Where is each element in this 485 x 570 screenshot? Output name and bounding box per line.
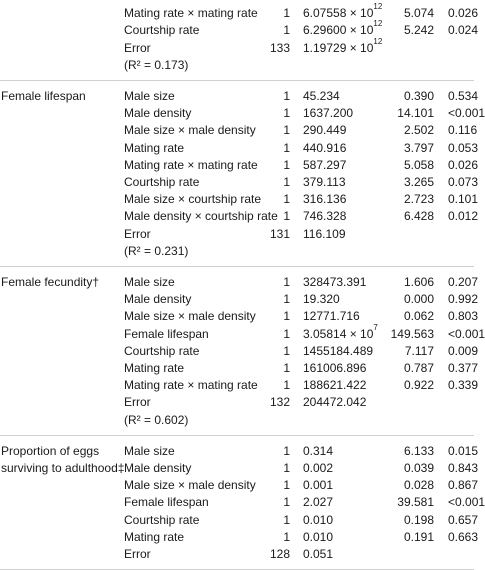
table-row [0, 477, 479, 494]
table-row [0, 157, 479, 174]
response-variable-cont: surviving to adulthood‡ [1, 461, 125, 475]
df-cell: 1 [283, 6, 290, 21]
source-cell: Courtship rate [124, 343, 200, 358]
mean-square-cell: 379.113 [303, 175, 346, 189]
source-cell: Error [124, 226, 151, 241]
mean-square-cell: 19.320 [303, 292, 340, 307]
table-row [0, 546, 474, 563]
source-cell: Male density [124, 461, 192, 475]
p-value-cell: <0.001 [448, 326, 485, 341]
table-row [0, 122, 478, 139]
source-cell: Male size × courtship rate [124, 192, 262, 207]
f-value-cell: 14.101 [397, 106, 434, 121]
p-value-cell: 0.207 [448, 275, 479, 289]
exponent: 12 [373, 19, 383, 29]
table-row [0, 394, 474, 411]
mean-square-cell: 1637.200 [303, 106, 354, 121]
mean-square-sci [303, 322, 378, 343]
mean-square-cell: 45.234 [303, 89, 340, 103]
p-value-cell: 0.339 [448, 378, 479, 393]
mean-square-cell: 204472.042 [303, 395, 367, 410]
df-cell: 1 [283, 123, 290, 138]
p-value-cell: 0.803 [448, 309, 479, 324]
df-cell: 1 [283, 343, 290, 358]
p-value-cell: 0.116 [448, 123, 478, 138]
source-cell: Mating rate × mating rate [124, 157, 258, 172]
source-cell: Male density × courtship rate [124, 209, 278, 224]
mean-square-sci [303, 36, 383, 57]
table-row [0, 57, 474, 74]
mean-square-cell: 316.136 [303, 192, 347, 207]
df-cell: 1 [283, 140, 290, 155]
source-cell: (R² = 0.602) [124, 412, 189, 427]
table-row [0, 274, 479, 291]
source-cell: (R² = 0.231) [124, 243, 189, 258]
p-value-cell: 0.024 [448, 23, 479, 38]
source-cell: Error [124, 40, 151, 55]
mean-square-cell: 328473.391 [303, 275, 367, 289]
f-value-cell: 3.265 [403, 175, 434, 189]
response-variable: Female lifespan [1, 89, 86, 103]
mean-square-cell: 188621.422 [303, 378, 367, 393]
mean-square-cell: 0.010 [303, 529, 334, 544]
source-cell: Error [124, 395, 151, 410]
table-row [0, 88, 479, 105]
response-variable: Proportion of eggs [1, 443, 100, 458]
source-cell: (R² = 0.173) [124, 57, 189, 72]
f-value-cell: 0.198 [403, 512, 434, 527]
df-cell: 1 [283, 461, 290, 475]
mean-square-cell: 1.19729 × 10 [303, 40, 374, 55]
source-cell: Courtship rate [124, 23, 200, 38]
f-value-cell: 5.074 [403, 6, 434, 21]
mean-square-cell: 161006.896 [303, 361, 367, 375]
table-row [0, 529, 479, 546]
response-variable: Female fecundity† [1, 275, 100, 289]
table-row [0, 208, 479, 225]
p-value-cell: 0.843 [448, 461, 479, 475]
mean-square-sci [303, 2, 383, 22]
source-cell: Female lifespan [124, 495, 209, 510]
source-cell: Error [124, 547, 151, 561]
table-row [0, 308, 479, 325]
table-row [0, 174, 479, 191]
df-cell: 1 [283, 292, 290, 307]
p-value-cell: 0.101 [448, 192, 479, 207]
mean-square-cell: 0.314 [303, 443, 334, 458]
p-value-cell: 0.026 [448, 6, 479, 21]
table-row [0, 322, 485, 343]
df-cell: 1 [283, 529, 290, 544]
df-cell: 1 [283, 326, 290, 341]
table-row [0, 460, 479, 477]
table-row [0, 191, 479, 208]
source-cell: Mating rate [124, 361, 185, 375]
df-cell: 132 [269, 395, 290, 410]
f-value-cell: 0.191 [403, 529, 434, 544]
mean-square-cell: 0.051 [303, 547, 334, 561]
source-cell: Male density [124, 106, 192, 121]
f-value-cell: 0.039 [403, 461, 434, 475]
df-cell: 1 [283, 309, 290, 324]
table-row [0, 19, 479, 39]
mean-square-cell: 6.29600 × 10 [303, 23, 374, 38]
p-value-cell: 0.867 [448, 478, 479, 493]
source-cell: Mating rate [124, 140, 185, 155]
p-value-cell: 0.053 [448, 140, 479, 155]
f-value-cell: 2.723 [403, 192, 434, 207]
table-row [0, 36, 474, 57]
table-row [0, 291, 479, 308]
df-cell: 1 [283, 378, 290, 393]
f-value-cell: 0.062 [403, 309, 434, 324]
table-row [0, 140, 479, 157]
p-value-cell: 0.534 [448, 89, 479, 103]
mean-square-cell: 290.449 [303, 123, 347, 138]
f-value-cell: 7.117 [404, 343, 434, 358]
table-row [0, 443, 479, 460]
source-cell: Male size × male density [124, 123, 256, 138]
table-row [0, 105, 485, 122]
block-divider [0, 435, 474, 436]
table-row [0, 243, 474, 260]
p-value-cell: 0.377 [448, 361, 479, 375]
table-row [0, 226, 474, 243]
source-cell: Male size × male density [124, 309, 256, 324]
source-cell: Male size × male density [124, 478, 256, 493]
f-value-cell: 0.922 [403, 378, 434, 393]
df-cell: 128 [269, 547, 290, 561]
block-divider [0, 80, 474, 81]
table-row [0, 2, 479, 22]
p-value-cell: <0.001 [448, 106, 485, 121]
p-value-cell: 0.073 [448, 175, 479, 189]
df-cell: 1 [283, 512, 290, 527]
p-value-cell: <0.001 [448, 495, 485, 510]
df-cell: 1 [283, 192, 290, 207]
table-row [0, 360, 479, 377]
mean-square-sci [303, 19, 383, 39]
source-cell: Male size [124, 275, 175, 289]
mean-square-cell: 2.027 [303, 495, 334, 510]
df-cell: 1 [283, 106, 290, 121]
mean-square-cell: 0.002 [303, 461, 334, 475]
p-value-cell: 0.992 [448, 292, 479, 307]
f-value-cell: 1.606 [403, 275, 434, 289]
source-cell: Male density [124, 292, 192, 307]
table-row [0, 494, 485, 511]
f-value-cell: 2.502 [403, 123, 434, 138]
f-value-cell: 149.563 [390, 326, 434, 341]
df-cell: 1 [283, 443, 290, 458]
f-value-cell: 39.581 [397, 495, 434, 510]
df-cell: 1 [283, 209, 290, 224]
df-cell: 1 [283, 361, 290, 375]
p-value-cell: 0.657 [448, 512, 479, 527]
block-divider [0, 266, 474, 267]
source-cell: Mating rate × mating rate [124, 6, 258, 21]
df-cell: 1 [283, 157, 290, 172]
p-value-cell: 0.663 [448, 529, 479, 544]
mean-square-cell: 587.297 [303, 157, 347, 172]
df-cell: 1 [283, 495, 290, 510]
df-cell: 1 [283, 23, 290, 38]
df-cell: 1 [283, 478, 290, 493]
mean-square-cell: 0.010 [303, 512, 334, 527]
mean-square-cell: 440.916 [303, 140, 347, 155]
source-cell: Courtship rate [124, 512, 200, 527]
f-value-cell: 6.428 [403, 209, 434, 224]
table-row [0, 412, 474, 429]
mean-square-cell: 3.05814 × 10 [303, 326, 374, 341]
exponent: 12 [373, 2, 383, 12]
f-value-cell: 5.242 [403, 23, 434, 38]
mean-square-cell: 1455184.489 [303, 343, 374, 358]
df-cell: 1 [283, 89, 290, 103]
p-value-cell: 0.012 [448, 209, 479, 224]
p-value-cell: 0.026 [448, 157, 479, 172]
table-row [0, 377, 479, 394]
p-value-cell: 0.015 [448, 443, 479, 458]
f-value-cell: 0.000 [403, 292, 434, 307]
f-value-cell: 0.028 [403, 478, 434, 493]
source-cell: Male size [124, 89, 175, 103]
f-value-cell: 5.058 [403, 157, 434, 172]
df-cell: 1 [283, 275, 290, 289]
f-value-cell: 6.133 [403, 443, 434, 458]
source-cell: Female lifespan [124, 326, 209, 341]
mean-square-cell: 12771.716 [303, 309, 360, 324]
f-value-cell: 0.787 [403, 361, 434, 375]
df-cell: 131 [269, 226, 290, 241]
mean-square-cell: 746.328 [303, 209, 347, 224]
f-value-cell: 3.797 [403, 140, 434, 155]
f-value-cell: 0.390 [403, 89, 434, 103]
df-cell: 1 [283, 175, 290, 189]
mean-square-cell: 6.07558 × 10 [303, 6, 374, 21]
exponent: 12 [373, 36, 383, 46]
source-cell: Male size [124, 443, 175, 458]
source-cell: Mating rate [124, 529, 185, 544]
table-row [0, 512, 479, 529]
exponent: 7 [373, 322, 378, 332]
source-cell: Courtship rate [124, 175, 200, 189]
source-cell: Mating rate × mating rate [124, 378, 258, 393]
table-row [0, 343, 479, 360]
mean-square-cell: 116.109 [303, 226, 346, 241]
mean-square-cell: 0.001 [303, 478, 334, 493]
df-cell: 133 [269, 40, 290, 55]
p-value-cell: 0.009 [448, 343, 479, 358]
